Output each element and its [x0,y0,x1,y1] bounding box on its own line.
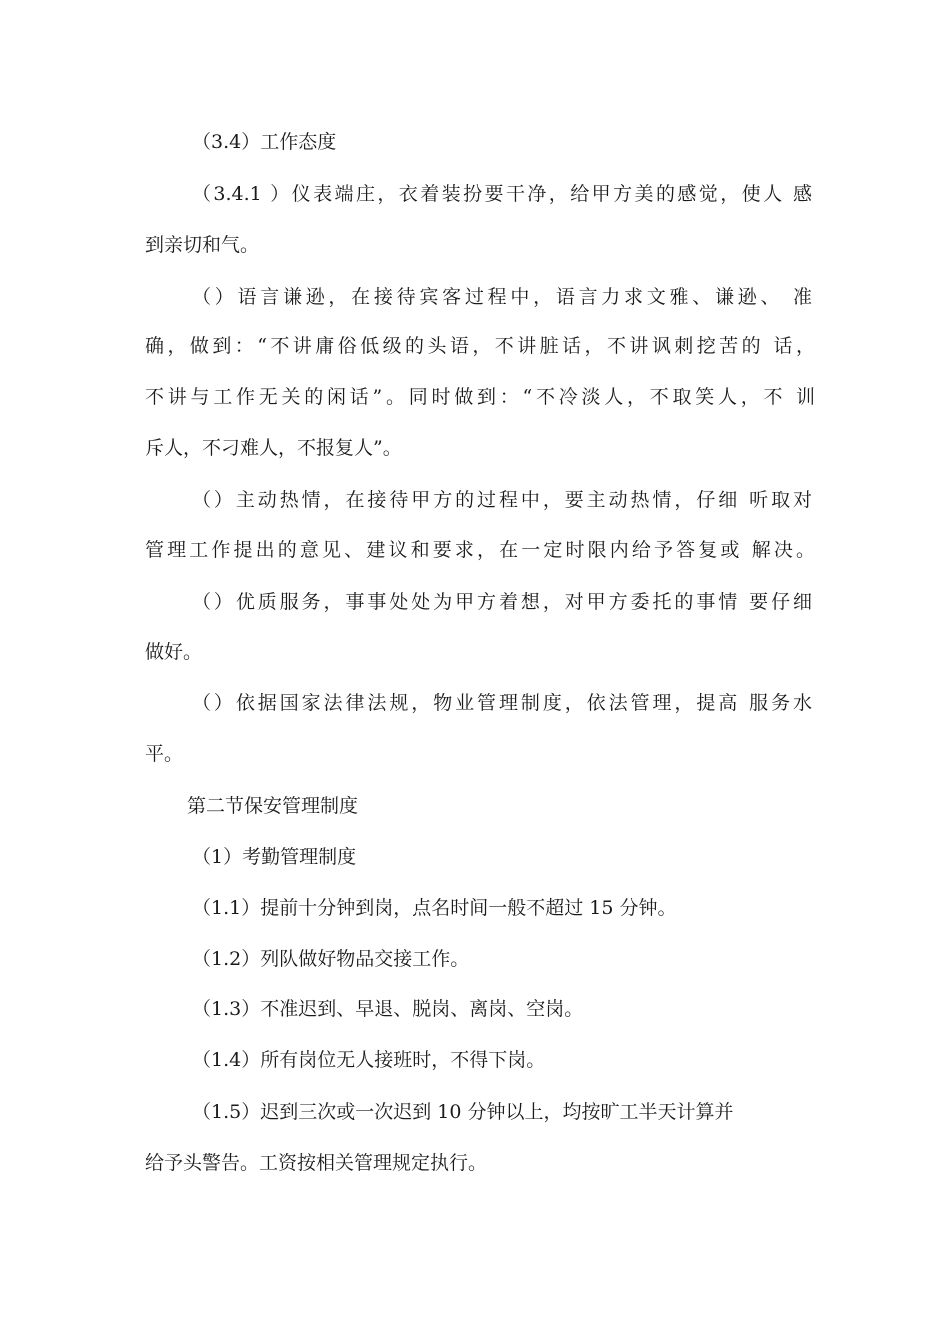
paragraph-line: （3.4.1 ）仪表端庄，衣着装扮要干净，给甲方美的感觉，使人 感 [192,183,812,205]
section-heading-3-4: （3.4）工作态度 [192,131,337,153]
paragraph-line: （）依据国家法律法规，物业管理制度，依法管理，提高 服务水 [192,692,812,714]
paragraph-line: （）优质服务，事事处处为甲方着想，对甲方委托的事情 要仔细 [192,591,812,613]
section-heading-1: （1）考勤管理制度 [192,846,357,868]
paragraph-line: 确，做到：“不讲庸俗低级的头语，不讲脏话，不讲讽刺挖苦的 话， [145,335,815,357]
paragraph-line: 做好。 [145,641,203,663]
paragraph-line: （）语言谦逊，在接待宾客过程中，语言力求文雅、谦逊、 准 [192,286,812,308]
paragraph-line: 给予头警告。工资按相关管理规定执行。 [145,1152,488,1174]
list-item: （1.2）列队做好物品交接工作。 [192,948,470,970]
chapter-heading: 第二节保安管理制度 [187,795,359,817]
list-item: （1.4）所有岗位无人接班时，不得下岗。 [192,1049,546,1071]
paragraph-line: 斥人，不刁难人，不报复人”。 [145,437,402,459]
list-item: （1.5）迟到三次或一次迟到 10 分钟以上，均按旷工半天计算并 [192,1101,734,1123]
list-item: （1.1）提前十分钟到岗，点名时间一般不超过 15 分钟。 [192,897,677,919]
paragraph-line: 管理工作提出的意见、建议和要求，在一定时限内给予答复或 解决。 [145,539,815,561]
paragraph-line: （）主动热情，在接待甲方的过程中，要主动热情，仔细 听取对 [192,489,812,511]
paragraph-line: 平。 [145,743,184,765]
paragraph-line: 到亲切和气。 [145,234,260,256]
paragraph-line: 不讲与工作无关的闲话”。同时做到：“不冷淡人，不取笑人，不 训 [145,386,815,408]
list-item: （1.3）不准迟到、早退、脱岗、离岗、空岗。 [192,998,584,1020]
